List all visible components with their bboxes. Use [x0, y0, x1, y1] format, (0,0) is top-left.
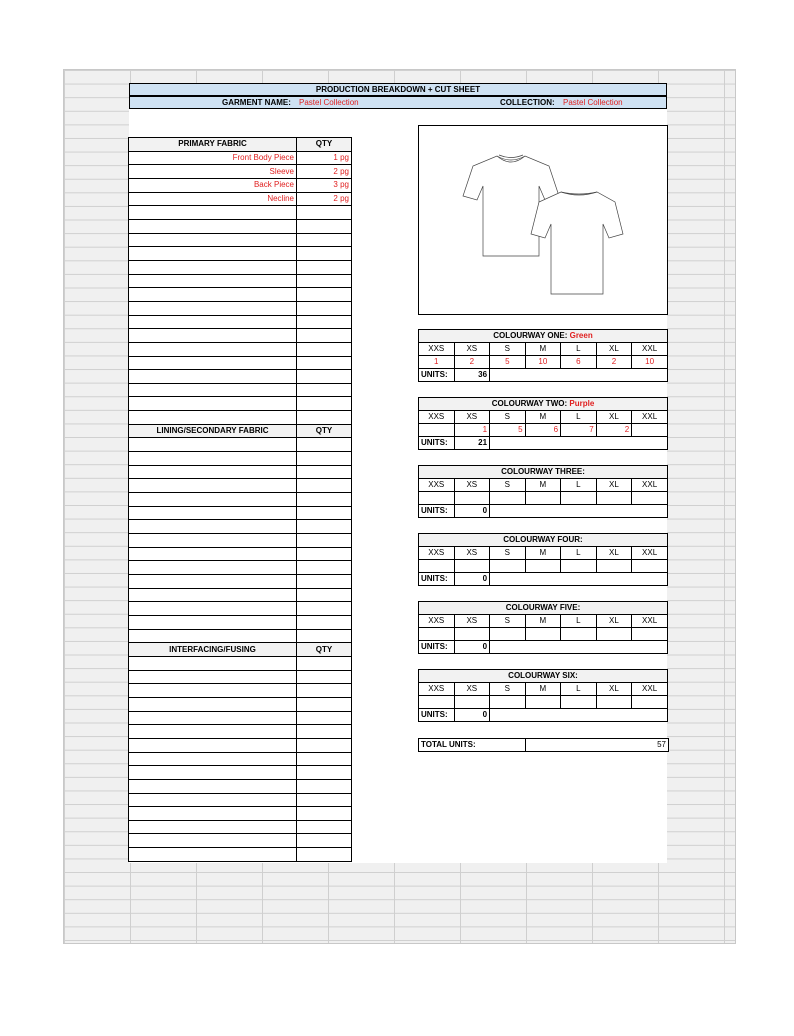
colourway-label: COLOURWAY SIX: [508, 671, 578, 680]
size-header: L [561, 411, 597, 424]
fabric-row [129, 424, 352, 438]
size-qty-cell[interactable] [525, 696, 561, 709]
fabric-qty-cell[interactable] [297, 493, 352, 507]
size-qty-cell[interactable] [596, 696, 632, 709]
garment-name-value[interactable]: Pastel Collection [299, 98, 359, 107]
fabric-qty-cell[interactable]: 2 pg [297, 165, 352, 179]
colourway-title [419, 534, 668, 547]
fabric-piece-cell[interactable] [129, 247, 297, 261]
lining-fabric-header[interactable]: LINING/SECONDARY FABRIC [129, 424, 297, 438]
size-qty-cell[interactable]: 2 [596, 356, 632, 369]
fabric-piece-cell[interactable] [129, 738, 297, 752]
fabric-piece-cell[interactable] [129, 411, 297, 425]
colourway-title [419, 330, 668, 343]
colourway-label: COLOURWAY ONE: [493, 331, 568, 340]
fabric-piece-cell[interactable] [129, 288, 297, 302]
fabric-row [129, 247, 352, 261]
fabric-piece-cell[interactable] [129, 534, 297, 548]
fabric-qty-cell[interactable] [297, 848, 352, 862]
fabric-piece-cell[interactable] [129, 493, 297, 507]
fabric-row [129, 260, 352, 274]
fabric-row [129, 165, 352, 179]
fabric-piece-cell[interactable] [129, 301, 297, 315]
fabric-piece-cell[interactable] [129, 452, 297, 466]
units-label: UNITS: [419, 640, 455, 653]
fabric-row [129, 356, 352, 370]
colourway-table [418, 397, 668, 450]
fabric-qty-cell[interactable] [297, 656, 352, 670]
fabric-qty-cell[interactable] [297, 288, 352, 302]
fabric-qty-cell[interactable] [297, 547, 352, 561]
fabric-qty-cell[interactable] [297, 329, 352, 343]
size-qty-cell[interactable] [596, 628, 632, 641]
units-value: 0 [454, 708, 490, 721]
fabric-row [129, 643, 352, 657]
fabric-piece-cell[interactable] [129, 725, 297, 739]
fabric-piece-cell[interactable] [129, 793, 297, 807]
fabric-qty-cell[interactable] [297, 520, 352, 534]
size-qty-cell[interactable] [561, 628, 597, 641]
colourway-label: COLOURWAY FIVE: [505, 603, 581, 612]
size-qty-cell[interactable] [490, 628, 526, 641]
fabric-piece-cell[interactable] [129, 479, 297, 493]
primary-fabric-header[interactable]: PRIMARY FABRIC [129, 138, 297, 152]
fabric-piece-cell[interactable] [129, 670, 297, 684]
units-value: 21 [454, 437, 490, 450]
fabric-piece-cell[interactable] [129, 397, 297, 411]
fabric-piece-cell[interactable] [129, 520, 297, 534]
fabric-qty-cell[interactable] [297, 807, 352, 821]
fabric-qty-cell[interactable] [297, 479, 352, 493]
total-units-value: 57 [526, 739, 669, 752]
size-header: XXS [419, 547, 455, 560]
fabric-row [129, 383, 352, 397]
size-header: XXL [632, 479, 668, 492]
garment-name-label: GARMENT NAME: [222, 98, 291, 107]
size-qty-cell[interactable] [561, 696, 597, 709]
size-header: XL [596, 479, 632, 492]
size-header: XL [596, 615, 632, 628]
fabric-piece-cell[interactable]: Front Body Piece [129, 151, 297, 165]
size-header: XL [596, 683, 632, 696]
garment-sketch [419, 126, 667, 314]
fabric-qty-cell[interactable] [297, 342, 352, 356]
fabric-row [129, 138, 352, 152]
units-empty [490, 708, 668, 721]
units-empty [490, 369, 668, 382]
fabric-row [129, 656, 352, 670]
fabric-row [129, 411, 352, 425]
colourway-table [418, 669, 668, 722]
lining-qty-header[interactable]: QTY [297, 424, 352, 438]
size-qty-cell[interactable] [596, 560, 632, 573]
fabric-row [129, 370, 352, 384]
fabric-qty-cell[interactable] [297, 602, 352, 616]
fabric-qty-cell[interactable] [297, 370, 352, 384]
size-header: L [561, 343, 597, 356]
size-header: XXL [632, 683, 668, 696]
size-header: XS [454, 547, 490, 560]
fabric-qty-cell[interactable] [297, 752, 352, 766]
units-label: UNITS: [419, 504, 455, 517]
fabric-piece-cell[interactable] [129, 834, 297, 848]
size-qty-cell[interactable]: 5 [490, 356, 526, 369]
fabric-piece-cell[interactable] [129, 575, 297, 589]
size-header: M [525, 615, 561, 628]
size-qty-cell[interactable] [454, 492, 490, 505]
fabric-piece-cell[interactable] [129, 629, 297, 643]
collection-value[interactable]: Pastel Collection [563, 98, 623, 107]
colourway-table [418, 601, 668, 654]
fabric-row [129, 793, 352, 807]
fabric-row [129, 534, 352, 548]
size-qty-cell[interactable] [454, 696, 490, 709]
fabric-qty-cell[interactable] [297, 534, 352, 548]
size-qty-cell[interactable] [419, 492, 455, 505]
fabric-qty-cell[interactable] [297, 397, 352, 411]
fabric-qty-cell[interactable] [297, 793, 352, 807]
fabric-row [129, 779, 352, 793]
interfacing-qty-header[interactable]: QTY [297, 643, 352, 657]
fabric-piece-cell[interactable] [129, 588, 297, 602]
fabric-piece-cell[interactable] [129, 383, 297, 397]
fabric-row [129, 452, 352, 466]
fabric-row [129, 807, 352, 821]
size-header: M [525, 479, 561, 492]
size-header: XS [454, 683, 490, 696]
fabric-qty-cell[interactable] [297, 575, 352, 589]
fabric-row [129, 219, 352, 233]
size-header: XL [596, 343, 632, 356]
size-qty-cell[interactable]: 6 [525, 424, 561, 437]
fabric-qty-cell[interactable] [297, 452, 352, 466]
size-header: S [490, 411, 526, 424]
fabric-piece-cell[interactable] [129, 206, 297, 220]
colourway-title [419, 670, 668, 683]
size-header: M [525, 683, 561, 696]
fabric-qty-cell[interactable] [297, 711, 352, 725]
fabric-piece-cell[interactable] [129, 465, 297, 479]
size-qty-cell[interactable] [454, 628, 490, 641]
fabric-piece-cell[interactable] [129, 356, 297, 370]
fabric-row [129, 575, 352, 589]
tshirt-back-sketch-icon [531, 192, 623, 294]
size-qty-cell[interactable] [490, 696, 526, 709]
fabric-row [129, 301, 352, 315]
fabric-qty-cell[interactable] [297, 247, 352, 261]
fabric-piece-cell[interactable] [129, 329, 297, 343]
fabric-qty-cell[interactable] [297, 219, 352, 233]
size-qty-cell[interactable] [490, 492, 526, 505]
units-label: UNITS: [419, 572, 455, 585]
fabric-piece-cell[interactable]: Necline [129, 192, 297, 206]
size-header: XXL [632, 615, 668, 628]
size-qty-cell[interactable]: 5 [490, 424, 526, 437]
size-header: S [490, 615, 526, 628]
fabric-piece-cell[interactable] [129, 561, 297, 575]
fabric-qty-cell[interactable]: 3 pg [297, 178, 352, 192]
fabric-qty-cell[interactable] [297, 260, 352, 274]
fabric-row [129, 684, 352, 698]
fabric-piece-cell[interactable] [129, 656, 297, 670]
size-header: L [561, 479, 597, 492]
colourway-title [419, 602, 668, 615]
fabric-piece-cell[interactable]: Sleeve [129, 165, 297, 179]
fabric-piece-cell[interactable]: Back Piece [129, 178, 297, 192]
colourway-colour[interactable]: Green [569, 331, 593, 340]
fabric-piece-cell[interactable] [129, 438, 297, 452]
fabric-qty-cell[interactable] [297, 684, 352, 698]
fabric-table [128, 137, 352, 862]
fabric-qty-cell[interactable] [297, 779, 352, 793]
fabric-row [129, 206, 352, 220]
colourway-title [419, 398, 668, 411]
fabric-row [129, 506, 352, 520]
fabric-piece-cell[interactable] [129, 315, 297, 329]
size-qty-cell[interactable] [454, 560, 490, 573]
size-header: XL [596, 547, 632, 560]
fabric-row [129, 602, 352, 616]
fabric-qty-cell[interactable] [297, 588, 352, 602]
fabric-row [129, 329, 352, 343]
fabric-qty-cell[interactable] [297, 356, 352, 370]
fabric-row [129, 493, 352, 507]
total-units-table [418, 738, 669, 752]
size-header: XXS [419, 343, 455, 356]
size-header: S [490, 547, 526, 560]
fabric-piece-cell[interactable] [129, 506, 297, 520]
fabric-row [129, 397, 352, 411]
sheet-title: PRODUCTION BREAKDOWN + CUT SHEET [129, 83, 667, 96]
size-header: L [561, 547, 597, 560]
fabric-piece-cell[interactable] [129, 615, 297, 629]
colourway-title [419, 466, 668, 479]
fabric-qty-cell[interactable] [297, 315, 352, 329]
fabric-qty-cell[interactable]: 2 pg [297, 192, 352, 206]
size-qty-cell[interactable]: 2 [454, 356, 490, 369]
size-header: S [490, 343, 526, 356]
fabric-piece-cell[interactable] [129, 752, 297, 766]
units-empty [490, 437, 668, 450]
fabric-qty-cell[interactable] [297, 820, 352, 834]
units-label: UNITS: [419, 708, 455, 721]
size-qty-cell[interactable] [419, 560, 455, 573]
fabric-row [129, 465, 352, 479]
colourway-colour[interactable]: Purple [569, 399, 595, 408]
units-value: 0 [454, 572, 490, 585]
fabric-qty-cell[interactable] [297, 206, 352, 220]
size-header: XXL [632, 343, 668, 356]
fabric-qty-cell[interactable] [297, 561, 352, 575]
size-header: S [490, 683, 526, 696]
fabric-qty-cell[interactable]: 1 pg [297, 151, 352, 165]
fabric-qty-cell[interactable] [297, 506, 352, 520]
size-qty-cell[interactable] [419, 696, 455, 709]
fabric-piece-cell[interactable] [129, 370, 297, 384]
fabric-piece-cell[interactable] [129, 820, 297, 834]
fabric-row [129, 725, 352, 739]
fabric-qty-cell[interactable] [297, 629, 352, 643]
fabric-qty-cell[interactable] [297, 725, 352, 739]
fabric-qty-cell[interactable] [297, 438, 352, 452]
size-header: XL [596, 411, 632, 424]
size-qty-cell[interactable] [490, 560, 526, 573]
fabric-row [129, 848, 352, 862]
size-qty-cell[interactable]: 6 [561, 356, 597, 369]
header-info-row [129, 96, 667, 109]
fabric-qty-cell[interactable] [297, 301, 352, 315]
fabric-piece-cell[interactable] [129, 766, 297, 780]
fabric-row [129, 520, 352, 534]
fabric-qty-cell[interactable] [297, 383, 352, 397]
fabric-qty-cell[interactable] [297, 411, 352, 425]
size-qty-cell[interactable] [632, 424, 668, 437]
fabric-piece-cell[interactable] [129, 547, 297, 561]
fabric-row [129, 178, 352, 192]
units-value: 0 [454, 504, 490, 517]
fabric-qty-cell[interactable] [297, 274, 352, 288]
fabric-row [129, 834, 352, 848]
fabric-qty-cell[interactable] [297, 465, 352, 479]
collection-label: COLLECTION: [500, 98, 555, 107]
size-qty-cell[interactable] [632, 696, 668, 709]
size-header: XS [454, 411, 490, 424]
size-header: XS [454, 479, 490, 492]
fabric-row [129, 711, 352, 725]
fabric-piece-cell[interactable] [129, 807, 297, 821]
size-qty-cell[interactable] [419, 424, 455, 437]
fabric-piece-cell[interactable] [129, 602, 297, 616]
fabric-row [129, 288, 352, 302]
size-qty-cell[interactable] [632, 492, 668, 505]
colourway-label: COLOURWAY TWO: [491, 399, 568, 408]
fabric-piece-cell[interactable] [129, 684, 297, 698]
fabric-qty-cell[interactable] [297, 766, 352, 780]
fabric-row [129, 752, 352, 766]
size-qty-cell[interactable]: 1 [419, 356, 455, 369]
fabric-piece-cell[interactable] [129, 848, 297, 862]
fabric-row [129, 697, 352, 711]
fabric-piece-cell[interactable] [129, 779, 297, 793]
size-header: M [525, 343, 561, 356]
size-qty-cell[interactable] [596, 492, 632, 505]
fabric-qty-cell[interactable] [297, 697, 352, 711]
fabric-row [129, 192, 352, 206]
fabric-row [129, 820, 352, 834]
size-qty-cell[interactable] [525, 628, 561, 641]
fabric-row [129, 315, 352, 329]
size-header: XS [454, 343, 490, 356]
size-header: XS [454, 615, 490, 628]
size-header: XXL [632, 547, 668, 560]
fabric-piece-cell[interactable] [129, 711, 297, 725]
fabric-row [129, 233, 352, 247]
primary-fabric-qty-header[interactable]: QTY [297, 138, 352, 152]
size-qty-cell[interactable] [525, 560, 561, 573]
size-qty-cell[interactable]: 10 [632, 356, 668, 369]
colourway-table [418, 329, 668, 382]
fabric-piece-cell[interactable] [129, 233, 297, 247]
size-header: XXS [419, 479, 455, 492]
units-empty [490, 640, 668, 653]
fabric-row [129, 274, 352, 288]
units-value: 0 [454, 640, 490, 653]
size-qty-cell[interactable]: 2 [596, 424, 632, 437]
size-qty-cell[interactable] [632, 628, 668, 641]
colourway-table [418, 533, 668, 586]
size-header: XXS [419, 615, 455, 628]
fabric-row [129, 629, 352, 643]
fabric-qty-cell[interactable] [297, 670, 352, 684]
fabric-qty-cell[interactable] [297, 738, 352, 752]
size-header: L [561, 683, 597, 696]
fabric-piece-cell[interactable] [129, 274, 297, 288]
fabric-row [129, 151, 352, 165]
size-qty-cell[interactable] [561, 560, 597, 573]
fabric-piece-cell[interactable] [129, 342, 297, 356]
fabric-row [129, 588, 352, 602]
fabric-piece-cell[interactable] [129, 219, 297, 233]
fabric-row [129, 547, 352, 561]
fabric-qty-cell[interactable] [297, 834, 352, 848]
size-qty-cell[interactable] [561, 492, 597, 505]
colourway-label: COLOURWAY FOUR: [503, 535, 583, 544]
size-header: L [561, 615, 597, 628]
size-qty-cell[interactable]: 10 [525, 356, 561, 369]
units-empty [490, 504, 668, 517]
size-qty-cell[interactable] [525, 492, 561, 505]
size-header: XXL [632, 411, 668, 424]
size-header: S [490, 479, 526, 492]
size-header: XXS [419, 411, 455, 424]
fabric-row [129, 615, 352, 629]
fabric-row [129, 438, 352, 452]
size-qty-cell[interactable]: 7 [561, 424, 597, 437]
fabric-row [129, 670, 352, 684]
units-value: 36 [454, 369, 490, 382]
fabric-row [129, 561, 352, 575]
fabric-row [129, 342, 352, 356]
fabric-qty-cell[interactable] [297, 233, 352, 247]
fabric-row [129, 738, 352, 752]
colourway-label: COLOURWAY THREE: [501, 467, 585, 476]
interfacing-header[interactable]: INTERFACING/FUSING [129, 643, 297, 657]
size-qty-cell[interactable]: 1 [454, 424, 490, 437]
total-units-label: TOTAL UNITS: [419, 739, 526, 752]
size-header: XXS [419, 683, 455, 696]
colourway-table [418, 465, 668, 518]
size-header: M [525, 411, 561, 424]
units-label: UNITS: [419, 369, 455, 382]
fabric-piece-cell[interactable] [129, 697, 297, 711]
units-empty [490, 572, 668, 585]
fabric-row [129, 479, 352, 493]
fabric-qty-cell[interactable] [297, 615, 352, 629]
fabric-piece-cell[interactable] [129, 260, 297, 274]
size-qty-cell[interactable] [419, 628, 455, 641]
size-header: M [525, 547, 561, 560]
units-label: UNITS: [419, 437, 455, 450]
fabric-row [129, 766, 352, 780]
size-qty-cell[interactable] [632, 560, 668, 573]
garment-sketch-panel [418, 125, 668, 315]
